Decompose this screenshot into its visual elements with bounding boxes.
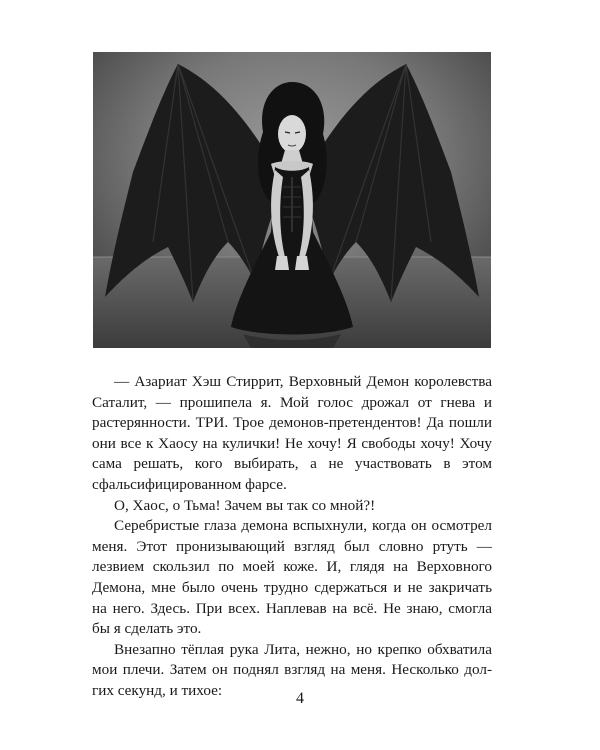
winged-demon-woman-illustration: [93, 52, 491, 348]
page-number: 4: [296, 690, 304, 707]
paragraph: — Азариат Хэш Стиррит, Верховный Демон королевства Саталит, — прошипела я. Мой голос дрожал от гнева и растерянности. ТРИ. Трое демонов-претендентов! Да пошли они все к Хаосу на кулички! Не хочу! Я свободы хочу! Хочу сама решать, кого выбирать, а не участвовать в этом сфальсифицированном фарсе.: [92, 373, 492, 493]
paragraph: Серебристые глаза демона вспыхнули, когда он осмотрел меня. Этот пронизывающий взгляд был словно ртуть — лезвием скользил по моей коже. И, глядя на Верховного Демона, мне было очень трудно сдержаться и не закричать на него. Здесь. При всех. Наплевав на всё. Не знаю, смогла бы я сделать это.: [92, 517, 492, 638]
paragraph: Внезапно тёплая рука Лита, нежно, но крепко обхватила мои плечи. Затем он поднял взгляд на меня. Несколько долгих секунд, и тихое:: [92, 640, 492, 699]
story-text: [92, 372, 492, 702]
chapter-illustration: [93, 52, 491, 348]
paragraph: О, Хаос, о Тьма! Зачем вы так со мной?!: [114, 496, 376, 514]
